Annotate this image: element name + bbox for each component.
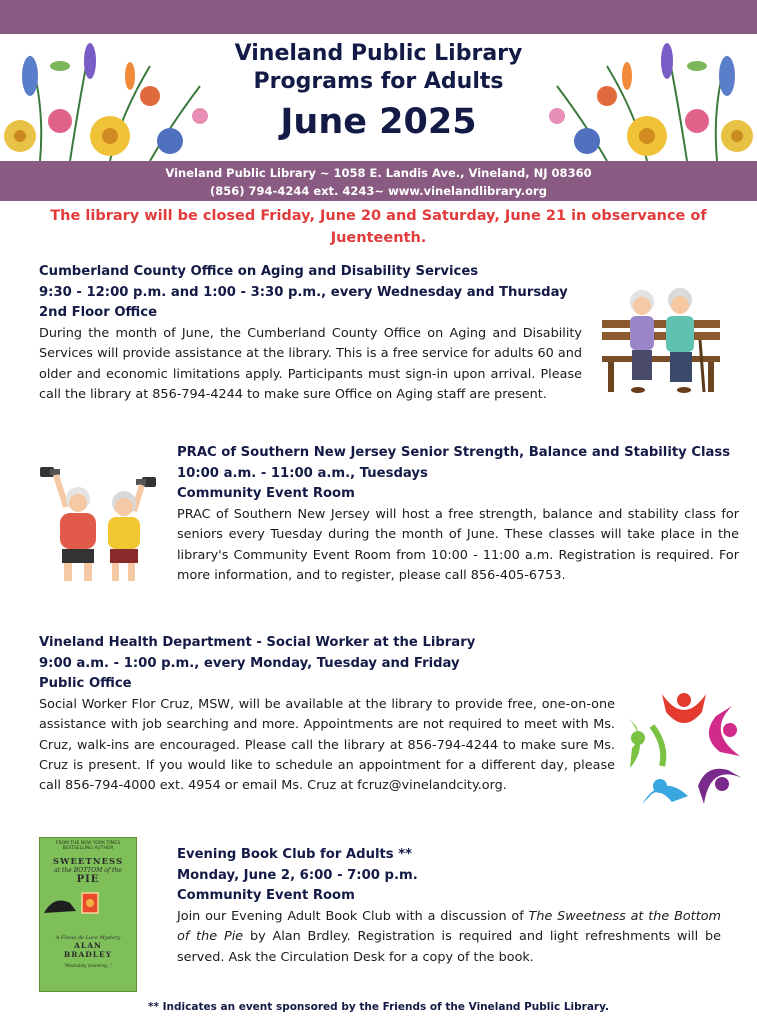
event-description: During the month of June, the Cumberland County Office on Aging and Disability Services will provide assistance at the library. This is a free service for adults 60 and older and economic limitations apply. Participants must sign-in upon arrival. Please call the library at 856-794-4244 to make sure Office on Aging staff are present. — [39, 325, 582, 402]
closure-notice: The library will be closed Friday, June 20 and Saturday, June 21 in observance of Juenteenth. — [50, 208, 707, 246]
description-text: by Alan Brdley. Registration is required and light refreshments will be served. Ask the Circulation Desk for a copy of the book. — [177, 929, 721, 965]
event-book-club — [177, 845, 721, 968]
book-author-last: BRADLEY — [63, 950, 113, 959]
book-series: A Flavia de Luce Mystery — [55, 935, 121, 941]
title-block — [180, 34, 577, 145]
top-color-band — [0, 0, 757, 34]
book-title-top: SWEETNESS — [52, 857, 124, 867]
book-blurb: "Absolutely charming..." — [63, 963, 113, 968]
programs-subtitle: Programs for Adults — [253, 69, 504, 94]
book-title-bottom: PIE — [76, 874, 100, 885]
book-tagline: FROM THE NEW YORK TIMES BESTSELLING AUTHOR — [55, 841, 121, 851]
footer-note: ** Indicates an event sponsored by the Friends of the Vineland Public Library. — [148, 1001, 609, 1013]
event-aging-services — [39, 262, 582, 405]
book-author-first: ALAN — [74, 941, 102, 950]
event-time: Monday, June 2, 6:00 - 7:00 p.m. — [177, 867, 418, 883]
library-address: Vineland Public Library ~ 1058 E. Landis Ave., Vineland, NJ 08360 — [165, 166, 592, 180]
event-title: PRAC of Southern New Jersey Senior Strength, Balance and Stability Class — [177, 445, 731, 460]
event-location: Public Office — [39, 676, 132, 692]
elderly-couple-bench-illustration — [600, 280, 722, 398]
address-band — [0, 161, 757, 201]
event-title: Cumberland County Office on Aging and Disability Services — [39, 264, 479, 279]
library-name-title: Vineland Public Library — [234, 41, 523, 66]
book-cover-stamp-icon — [40, 891, 136, 917]
event-time: 10:00 a.m. - 11:00 a.m., Tuesdays — [177, 465, 428, 481]
event-social-worker — [39, 633, 615, 797]
header — [0, 34, 757, 161]
event-title: Vineland Health Department - Social Worker at the Library — [39, 635, 476, 650]
book-title-text: The Sweetness at the Bottom of the Pie — [177, 908, 722, 945]
event-description — [177, 907, 721, 968]
month-title: June 2025 — [280, 102, 477, 142]
event-location: 2nd Floor Office — [39, 305, 158, 321]
event-title: Evening Book Club for Adults ** — [177, 847, 413, 862]
event-time: 9:00 a.m. - 1:00 p.m., every Monday, Tuesday and Friday — [39, 655, 460, 671]
seniors-exercise-illustration — [38, 459, 162, 587]
event-time: 9:30 - 12:00 p.m. and 1:00 - 3:30 p.m., every Wednesday and Thursday — [39, 284, 568, 300]
book-title-mid: at the BOTTOM of the — [54, 867, 122, 874]
event-description: Social Worker Flor Cruz, MSW, will be available at the library to provide free, one-on-one assistance with job searching and more. Appointments are not required to meet with Ms. Cruz, walk-ins are encouraged. Please call the library at 856-794-4244 to make sure Ms. Cruz is present. If you would like to schedule an appointment for a different day, please call 856-794-4000 ext. 4954 or email Ms. Cruz at fcruz@vinelandcity.org. — [39, 696, 615, 794]
library-contact: (856) 794-4244 ext. 4243~ www.vinelandlibrary.org — [210, 184, 547, 198]
event-prac-class — [177, 443, 739, 586]
description-text: Join our Evening Adult Book Club with a discussion of — [177, 908, 529, 924]
flower-decoration-right — [537, 36, 757, 161]
event-description: PRAC of Southern New Jersey will host a free strength, balance and stability class for seniors every Tuesday during the month of June. These classes will take place in the library's Community Event Room from 10:00 - 11:00 a.m. Registration is required. For more information, and to register, please call 856-405-6753. — [177, 506, 739, 583]
colorful-people-circle-illustration — [622, 686, 747, 814]
book-cover-image — [39, 837, 137, 992]
event-location: Community Event Room — [177, 888, 355, 904]
event-location: Community Event Room — [177, 486, 355, 502]
